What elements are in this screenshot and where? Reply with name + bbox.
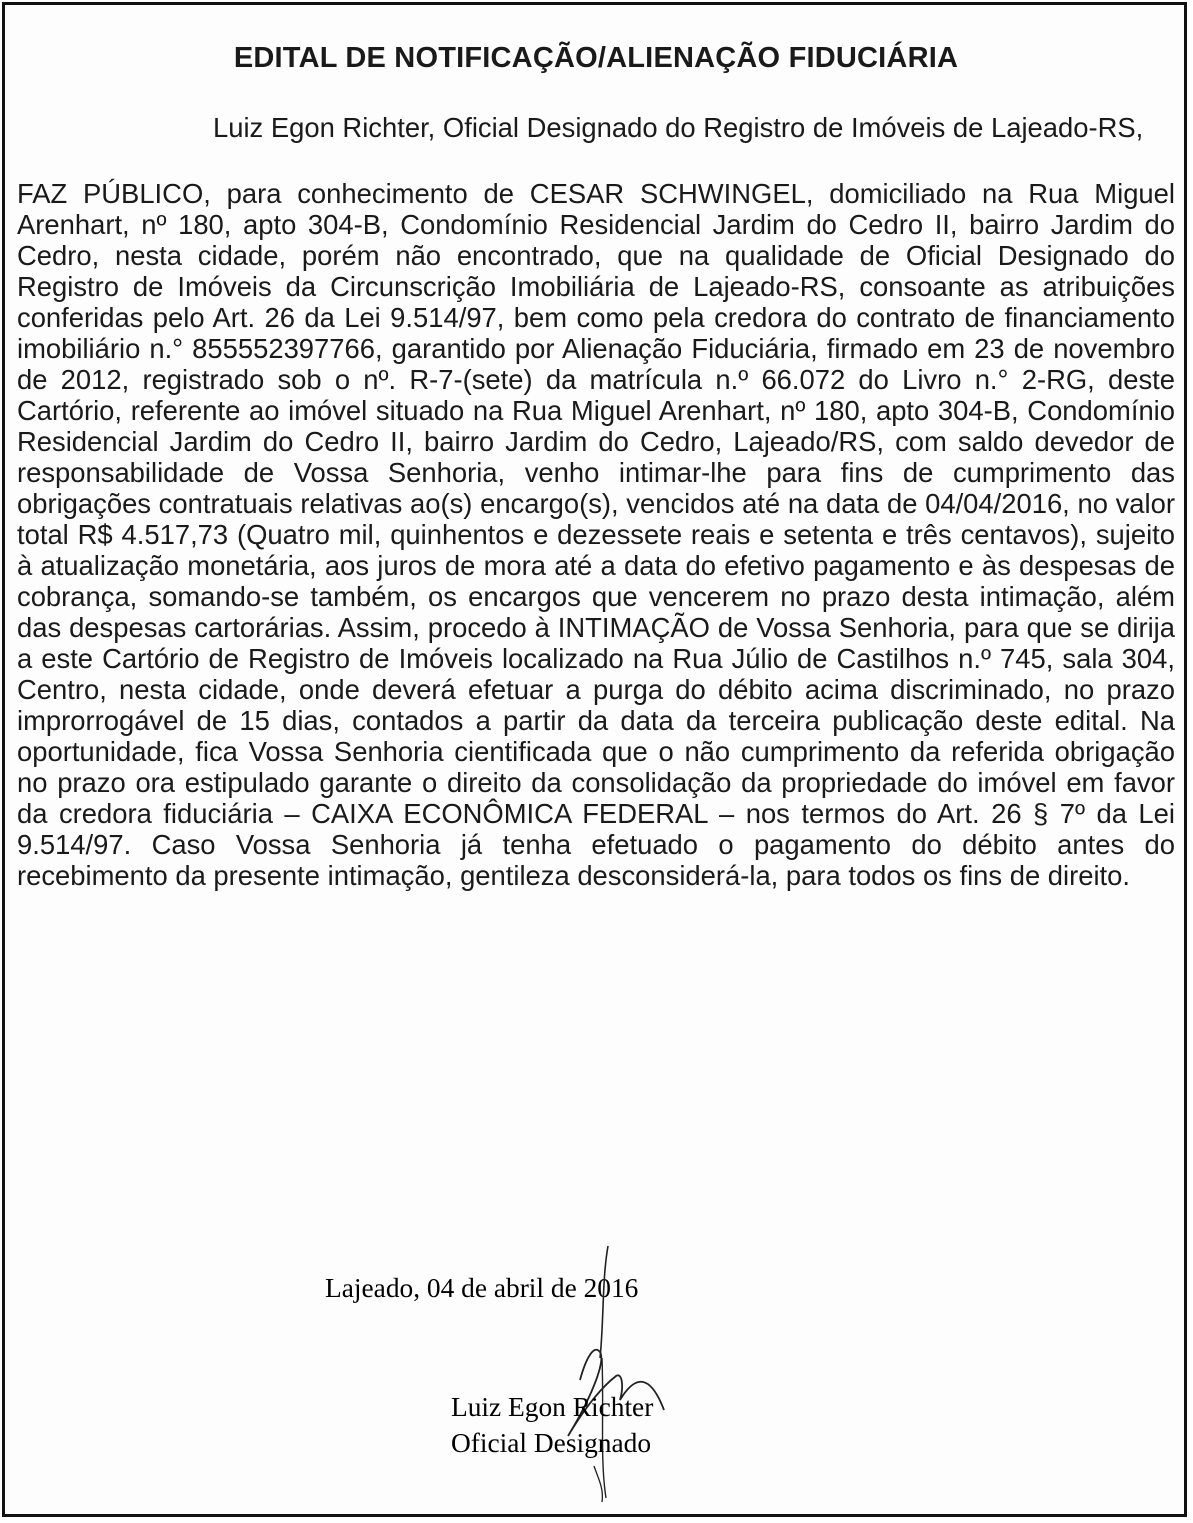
- signer-block: [451, 1389, 653, 1461]
- document-body: [17, 38, 1175, 891]
- signer-role: Oficial Designado: [451, 1428, 652, 1458]
- main-paragraph: FAZ PÚBLICO, para conhecimento de CESAR SCHWINGEL, domiciliado na Rua Miguel Arenhart, nº 180, apto 304-B, Condomínio Residencial Jardim do Cedro II, bairro Jardim do Cedro, nesta cidade, porém não encontrado, que na qualidade de Oficial Designado do Registro de Imóveis da Circunscrição Imobiliária de Lajeado-RS, consoante as atribuições conferidas pelo Art. 26 da Lei 9.514/97, bem como pela credora do contrato de financiamento imobiliário n.° 855552397766, garantido por Alienação Fiduciária, firmado em 23 de novembro de 2012, registrado sob o nº. R-7-(sete) da matrícula n.º 66.072 do Livro n.° 2-RG, deste Cartório, referente ao imóvel situado na Rua Miguel Arenhart, nº 180, apto 304-B, Condomínio Residencial Jardim do Cedro II, bairro Jardim do Cedro, Lajeado/RS, com saldo devedor de responsabilidade de Vossa Senhoria, venho intimar-lhe para fins de cumprimento das obrigações contratuais relativas ao(s) encargo(s), vencidos até na data de 04/04/2016, no valor total R$ 4.517,73 (Quatro mil, quinhentos e dezessete reais e setenta e três centavos), sujeito à atualização monetária, aos juros de mora até a data do efetivo pagamento e às despesas de cobrança, somando-se também, os encargos que vencerem no prazo desta intimação, além das despesas cartorárias. Assim, procedo à INTIMAÇÃO de Vossa Senhoria, para que se dirija a este Cartório de Registro de Imóveis localizado na Rua Júlio de Castilhos n.º 745, sala 304, Centro, nesta cidade, onde deverá efetuar a purga do débito acima discriminado, no prazo improrrogável de 15 dias, contados a partir da data da terceira publicação deste edital. Na oportunidade, fica Vossa Senhoria cientificada que o não cumprimento da referida obrigação no prazo ora estipulado garante o direito da consolidação da propriedade do imóvel em favor da credora fiduciária – CAIXA ECONÔMICA FEDERAL – nos termos do Art. 26 § 7º da Lei 9.514/97. Caso Vossa Senhoria já tenha efetuado o pagamento do débito antes do recebimento da presente intimação, gentileza desconsiderá-la, para todos os fins de direito.: [17, 178, 1175, 891]
- date-line: Lajeado, 04 de abril de 2016: [325, 1273, 639, 1303]
- intro-paragraph: Luiz Egon Richter, Oficial Designado do Registro de Imóveis de Lajeado-RS,: [213, 112, 1144, 143]
- signer-name: Luiz Egon Richter: [451, 1392, 654, 1422]
- document-title: EDITAL DE NOTIFICAÇÃO/ALIENAÇÃO FIDUCIÁRIA: [233, 42, 959, 74]
